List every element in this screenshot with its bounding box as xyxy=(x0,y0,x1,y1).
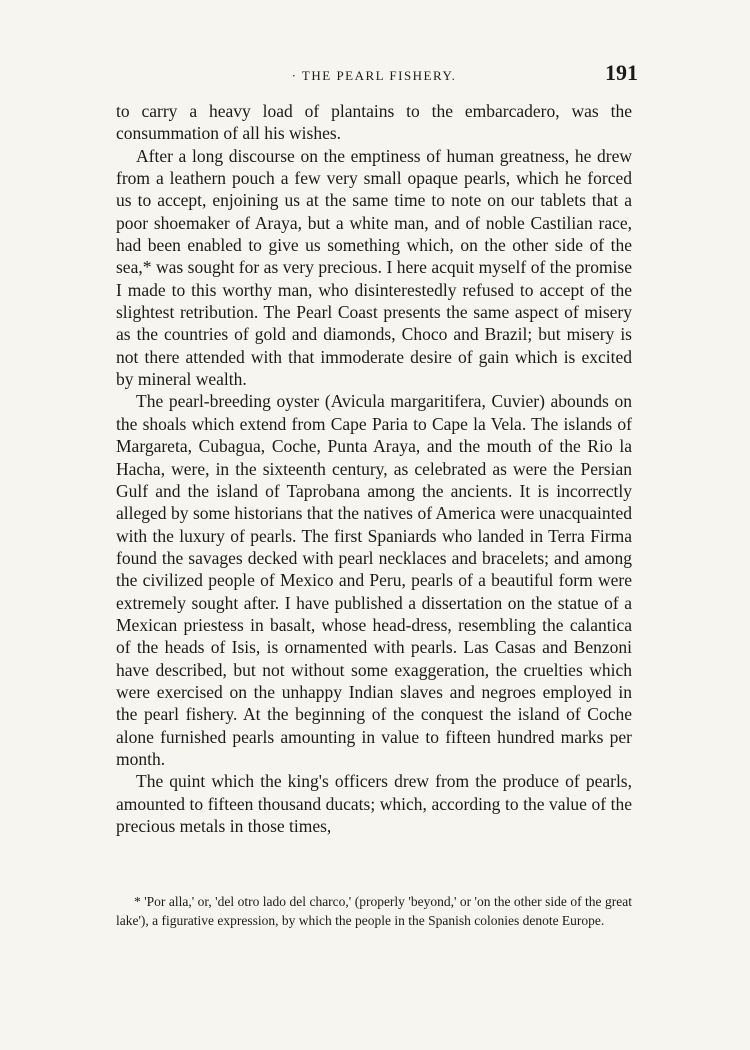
paragraph: The quint which the king's officers drew from the produce of pearls, amounted to fifteen thousand ducats; which, according to the value of the precious metals in those times, xyxy=(116,771,632,836)
paragraph: to carry a heavy load of plantains to the embarcadero, was the consummation of all his wishes. xyxy=(116,101,632,144)
body-text xyxy=(116,100,632,837)
footnote-text: * 'Por alla,' or, 'del otro lado del charco,' (properly 'beyond,' or 'on the other side of the great lake'), a figurative expression, by which the people in the Spanish colonies denote Europe. xyxy=(116,894,632,928)
footnote xyxy=(116,892,632,930)
paragraph: The pearl-breeding oyster (Avicula margaritifera, Cuvier) abounds on the shoals which extend from Cape Paria to Cape la Vela. The islands of Margareta, Cubagua, Coche, Punta Araya, and the mouth of the Rio la Hacha, were, in the sixteenth century, as celebrated as were the Persian Gulf and the island of Taprobana among the ancients. It is incorrectly alleged by some historians that the natives of America were unacquainted with the luxury of pearls. The first Spaniards who landed in Terra Firma found the savages decked with pearl necklaces and bracelets; and among the civilized people of Mexico and Peru, pearls of a beautiful form were extremely sought after. I have published a dissertation on the statue of a Mexican priestess in basalt, whose head-dress, resembling the calantica of the heads of Isis, is ornamented with pearls. Las Casas and Benzoni have described, but not without some exaggeration, the cruelties which were exercised on the unhappy Indian slaves and negroes employed in the pearl fishery. At the beginning of the conquest the island of Coche alone furnished pearls amounting in value to fifteen hundred marks per month. xyxy=(116,391,632,769)
running-head: · THE PEARL FISHERY. xyxy=(291,68,457,83)
paragraph: After a long discourse on the emptiness of human greatness, he drew from a leathern pouch a few very small opaque pearls, which he forced us to accept, enjoining us at the same time to note on our tablets that a poor shoemaker of Araya, but a white man, and of noble Castilian race, had been enabled to give us something which, on the other side of the sea,* was sought for as very precious. I here acquit myself of the promise I made to this worthy man, who disinterestedly refused to accept of the slightest retribution. The Pearl Coast presents the same aspect of misery as the countries of gold and diamonds, Choco and Brazil; but misery is not there attended with that immoderate desire of gain which is excited by mineral wealth. xyxy=(116,145,632,390)
page-header xyxy=(110,60,638,90)
page-number: 191 xyxy=(605,60,638,85)
